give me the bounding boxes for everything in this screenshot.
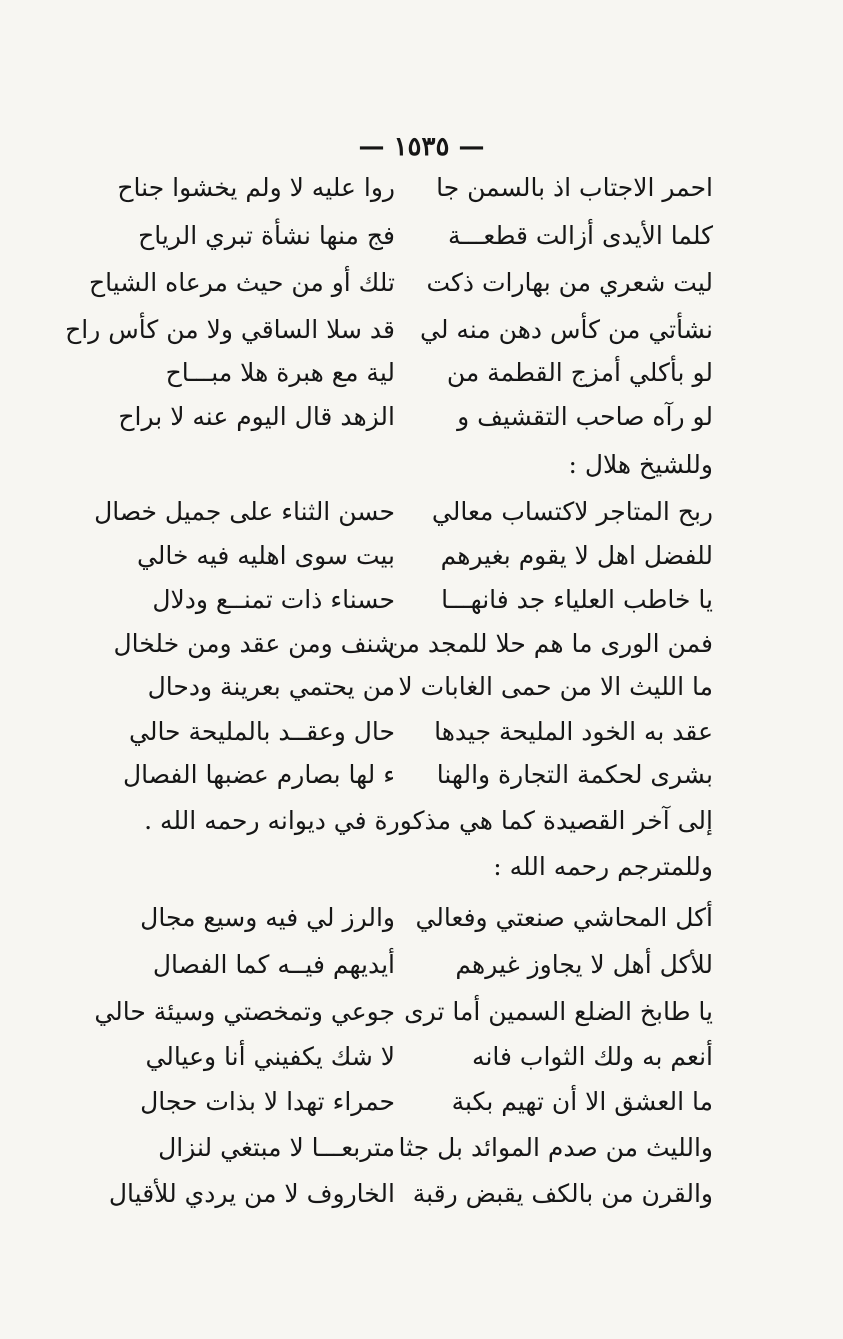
verse-first-hemistich: لو بأكلي أمزج القطمة من [446, 358, 713, 387]
verse-first-hemistich: للفضل اهل لا يقوم بغيرهم [440, 541, 713, 570]
verse-second-hemistich: حسناء ذات تمنــع ودلال [152, 585, 395, 614]
verse-first-hemistich: لو رآه صاحب التقشيف و [457, 402, 713, 431]
verse-second-hemistich: حال وعقــد بالمليحة حالي [128, 717, 395, 746]
section-heading: وللمترجم رحمه الله : [493, 852, 713, 881]
verse-first-hemistich: للأكل أهل لا يجاوز غيرهم [455, 950, 713, 979]
verse-first-hemistich: أنعم به ولك الثواب فانه [472, 1042, 713, 1071]
verse-second-hemistich: قد سلا الساقي ولا من كأس راح [65, 315, 395, 344]
verse-first-hemistich: احمر الاجتاب اذ بالسمن جا [436, 173, 713, 202]
verse-second-hemistich: شنف ومن عقد ومن خلخال [113, 629, 395, 658]
page-number: — ١٥٣٥ — [358, 132, 485, 162]
closing-note: إلى آخر القصيدة كما هي مذكورة في ديوانه رحمه الله . [144, 806, 713, 835]
verse-second-hemistich: روا عليه لا ولم يخشوا جناح [117, 173, 395, 202]
verse-second-hemistich: أيديهم فيــه كما الفصال [152, 950, 395, 979]
verse-second-hemistich: الزهد قال اليوم عنه لا براح [118, 402, 395, 431]
verse-second-hemistich: لية مع هبرة هلا مبـــاح [165, 358, 395, 387]
verse-second-hemistich: لا شك يكفيني أنا وعيالي [145, 1042, 395, 1071]
verse-first-hemistich: أكل المحاشي صنعتي وفعالي [415, 903, 713, 932]
verse-first-hemistich: يا طابخ الضلع السمين أما ترى [404, 997, 713, 1026]
verse-first-hemistich: يا خاطب العلياء جد فانهـــا [441, 585, 713, 614]
verse-second-hemistich: بيت سوى اهليه فيه خالي [136, 541, 395, 570]
section-heading: وللشيخ هلال : [568, 450, 713, 479]
verse-second-hemistich: من يحتمي بعرينة ودحال [147, 672, 395, 701]
verse-first-hemistich: ما العشق الا أن تهيم بكبة [451, 1087, 713, 1116]
verse-second-hemistich: الخاروف لا من يردي للأقيال [108, 1179, 395, 1208]
verse-second-hemistich: جوعي وتمخصتي وسيئة حالي [94, 997, 395, 1026]
verse-second-hemistich: متربعـــا لا مبتغي لنزال [158, 1133, 395, 1162]
verse-first-hemistich: ربح المتاجر لاكتساب معالي [431, 497, 713, 526]
verse-first-hemistich: نشأتي من كأس دهن منه لي [419, 315, 713, 344]
verse-first-hemistich: والقرن من بالكف يقبض رقبة [412, 1179, 713, 1208]
verse-first-hemistich: ما الليث الا من حمى الغابات لا [398, 672, 713, 701]
verse-second-hemistich: تلك أو من حيث مرعاه الشياح [88, 268, 395, 297]
verse-first-hemistich: كلما الأيدى أزالت قطعـــة [448, 221, 713, 250]
verse-first-hemistich: بشرى لحكمة التجارة والهنا [436, 760, 713, 789]
verse-first-hemistich: عقد به الخود المليحة جيدها [434, 717, 713, 746]
verse-first-hemistich: فمن الورى ما هم حلا للمجد من [387, 629, 713, 658]
verse-second-hemistich: والرز لي فيه وسيع مجال [140, 903, 395, 932]
verse-second-hemistich: فج منها نشأة تبري الرياح [138, 221, 395, 250]
verse-second-hemistich: ء لها بصارم عضبها الفصال [122, 760, 395, 789]
verse-first-hemistich: والليث من صدم الموائد بل جثا [398, 1133, 713, 1162]
verse-second-hemistich: حسن الثناء على جميل خصال [94, 497, 395, 526]
verse-second-hemistich: حمراء تهدا لا بذات حجال [140, 1087, 395, 1116]
verse-first-hemistich: ليت شعري من بهارات ذكت [426, 268, 713, 297]
